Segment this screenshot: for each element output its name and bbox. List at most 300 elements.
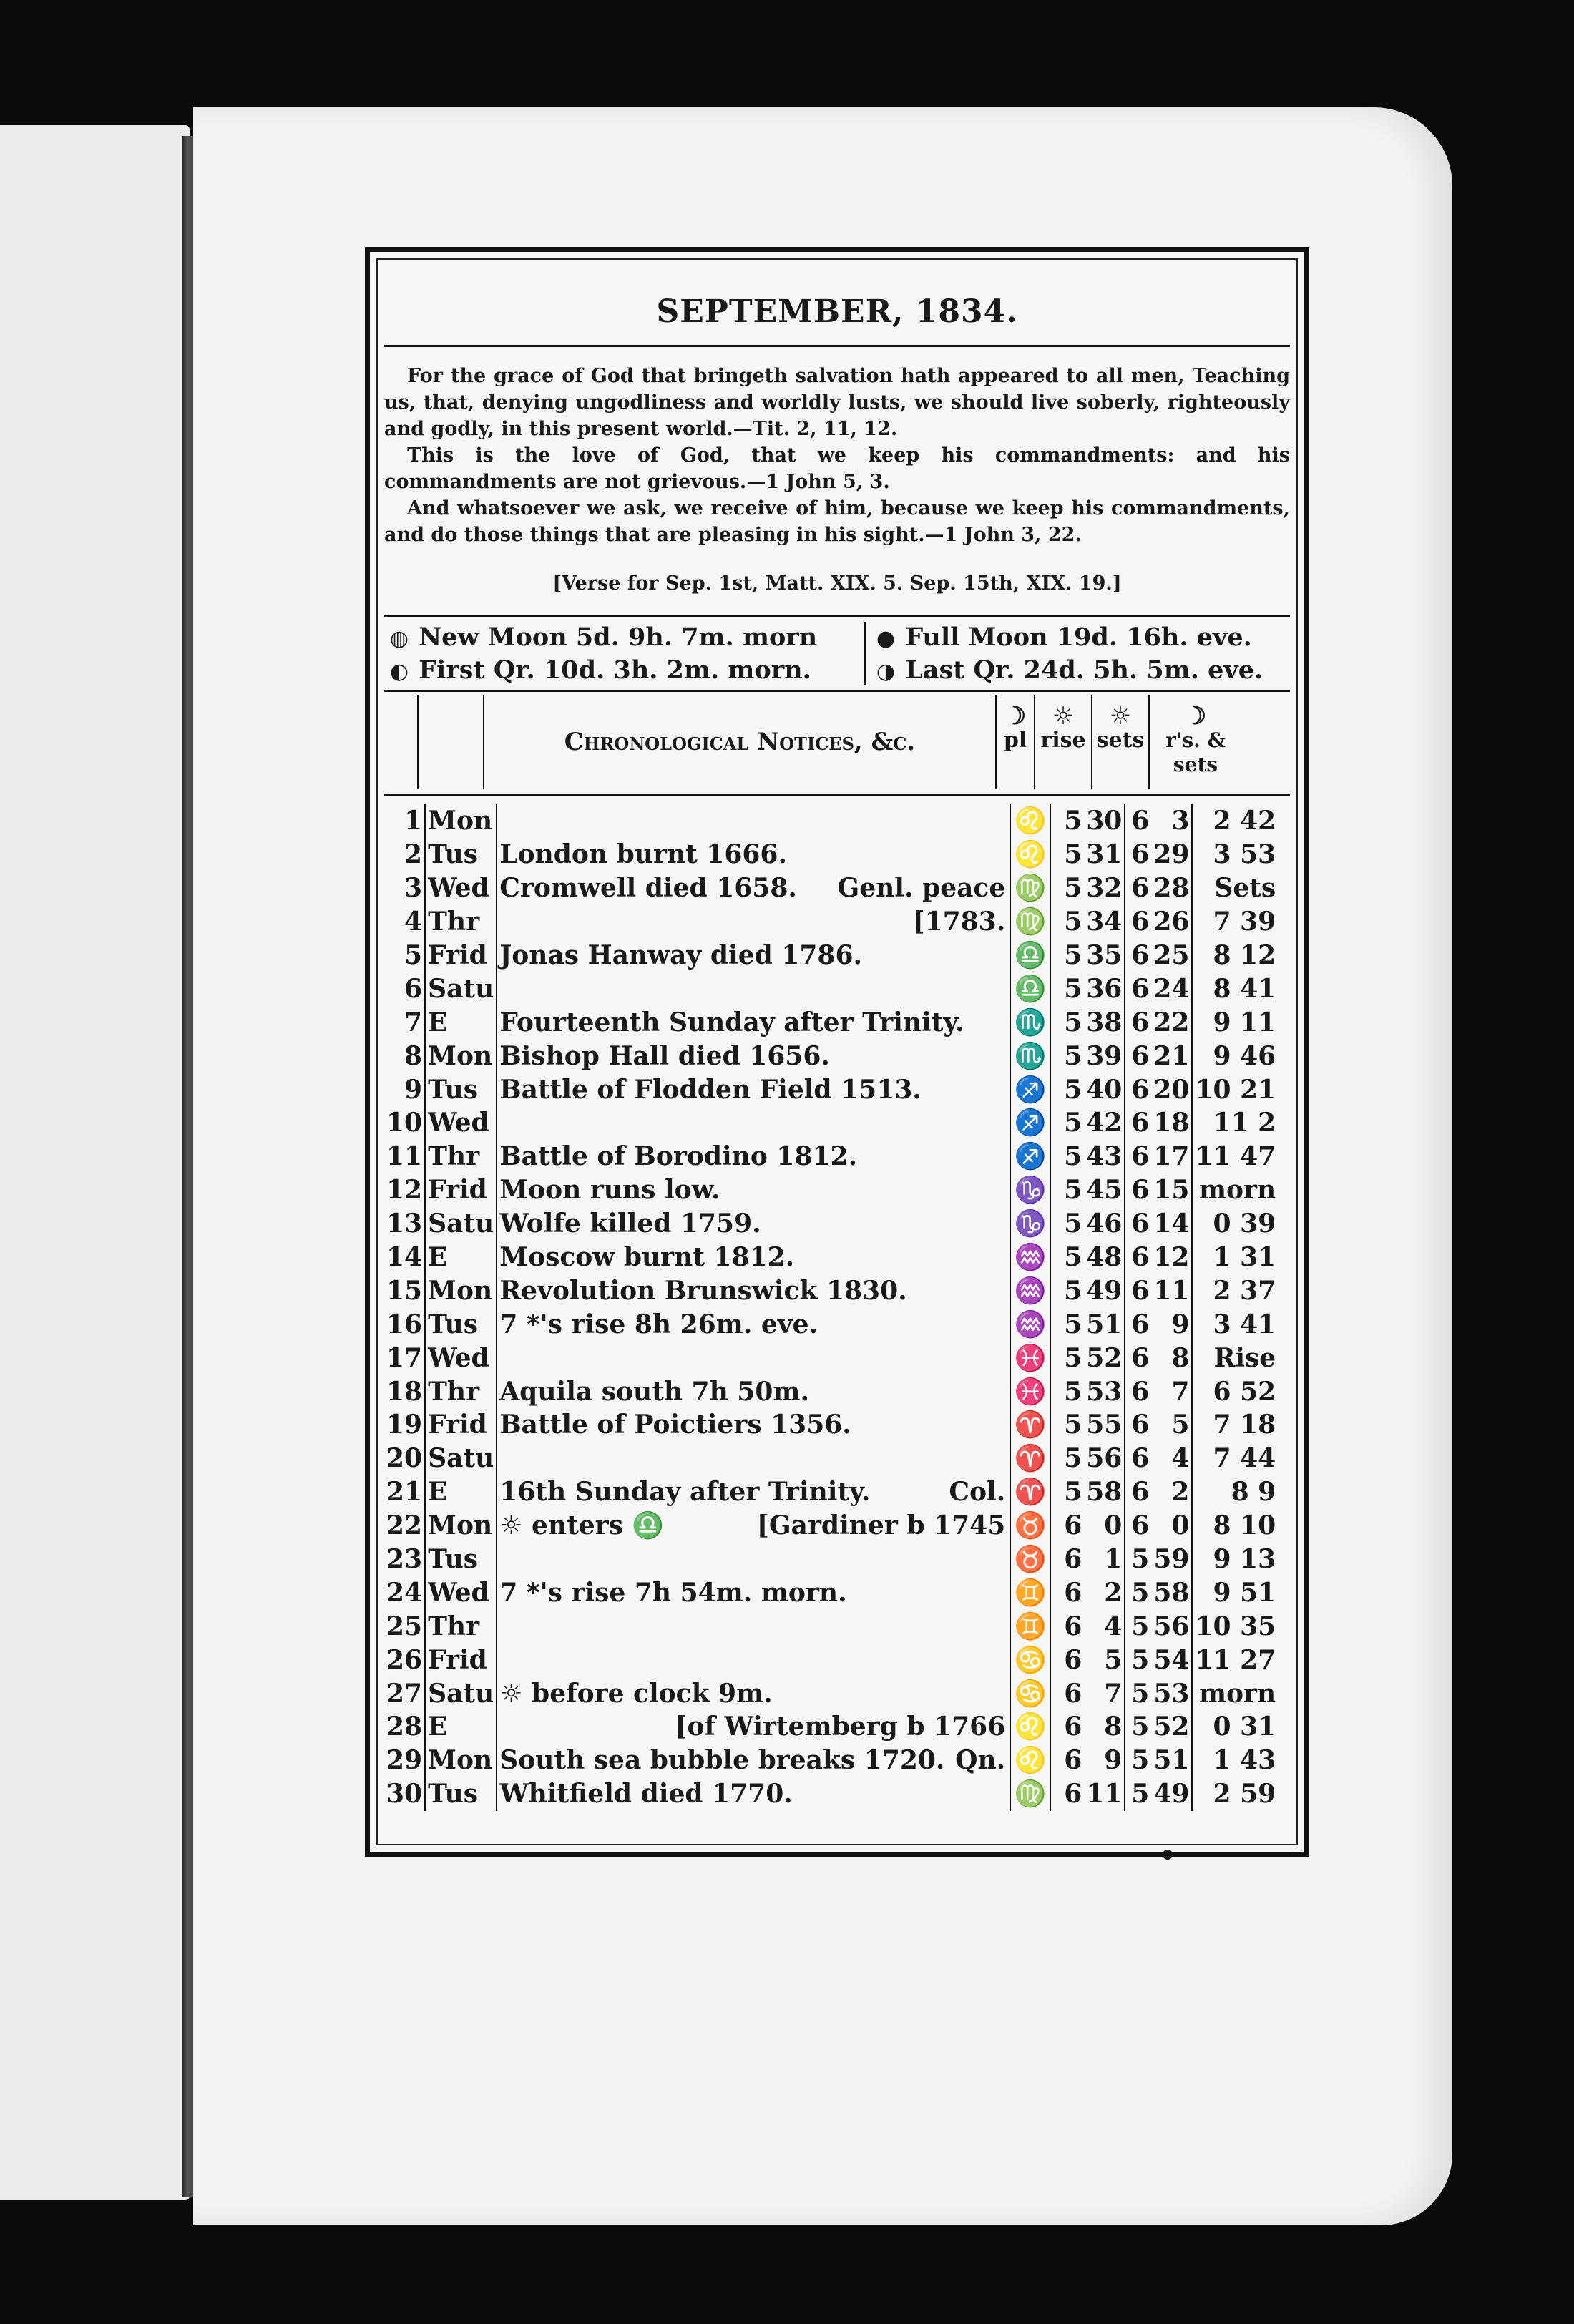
moon-rise-set-text: Rise (1213, 1342, 1276, 1373)
event (497, 1140, 1010, 1173)
weekday-text: E (428, 1477, 448, 1508)
header-day-num (384, 695, 417, 788)
sun-set-hour-text: 6 (1131, 940, 1150, 970)
sun-set-hour-text: 5 (1131, 1779, 1150, 1810)
zodiac-sign (1010, 804, 1050, 838)
weekday (425, 804, 497, 838)
sun-rise-hour-text: 6 (1064, 1678, 1082, 1709)
sun-set-minute-text: 15 (1153, 1175, 1190, 1206)
sun-set-minute-text: 24 (1153, 973, 1190, 1004)
day-number (384, 1307, 425, 1341)
sun-set-minute (1151, 1274, 1192, 1307)
moon-rise-set (1192, 972, 1278, 1005)
sun-set-minute (1151, 838, 1192, 872)
sun-rise-minute-text: 2 (1104, 1577, 1123, 1608)
zodiac-sign (1010, 1173, 1050, 1207)
sun-rise-hour (1050, 1408, 1084, 1442)
weekday-text: Frid (428, 1175, 487, 1206)
sun-rise-minute-text: 39 (1086, 1040, 1123, 1071)
moon-rise-set (1192, 1375, 1278, 1408)
sun-rise-hour-text: 6 (1064, 1611, 1082, 1641)
zodiac-sign-text: ♌ (1014, 806, 1047, 836)
phases-left (388, 622, 817, 688)
weekday-text: Satu (428, 973, 494, 1004)
sun-set-minute-text: 0 (1171, 1510, 1190, 1541)
moon-rise-set (1192, 1609, 1278, 1643)
zodiac-sign (1010, 872, 1050, 905)
moon-rise-set-text: 7 44 (1213, 1443, 1276, 1474)
weekday-text: Wed (428, 1342, 489, 1373)
moon-rise-set (1192, 1643, 1278, 1676)
zodiac-sign-text: ♒ (1014, 1275, 1047, 1306)
sun-rise-hour (1050, 1710, 1084, 1744)
weekday (425, 1442, 497, 1475)
zodiac-sign-text: ♌ (1014, 1745, 1047, 1776)
title-rule (384, 345, 1290, 347)
sun-rise-minute (1084, 972, 1125, 1005)
sun-set-minute-text: 4 (1171, 1443, 1190, 1474)
event (497, 1039, 1010, 1073)
sun-rise-minute (1084, 1073, 1125, 1106)
weekday-text: Tus (428, 839, 479, 870)
day-number-text: 30 (386, 1779, 423, 1810)
sun-rise-hour (1050, 872, 1084, 905)
zodiac-sign (1010, 1005, 1050, 1039)
sun-set-hour (1125, 1475, 1151, 1509)
sun-rise-minute-text: 38 (1086, 1007, 1123, 1038)
sun-rise-minute-text: 53 (1086, 1376, 1123, 1407)
weekday (425, 1509, 497, 1543)
sun-set-minute (1151, 1375, 1192, 1408)
sun-set-minute-text: 59 (1153, 1544, 1190, 1575)
weekday (425, 1643, 497, 1676)
event (497, 1710, 1010, 1744)
event (497, 1509, 1010, 1543)
zodiac-sign (1010, 1140, 1050, 1173)
day-row (384, 1777, 1278, 1811)
day-number (384, 1643, 425, 1676)
sun-rise-minute (1084, 1643, 1125, 1676)
left-page (0, 125, 190, 2200)
moon-rise-set (1192, 1106, 1278, 1140)
zodiac-sign (1010, 1442, 1050, 1475)
sun-set-minute-text: 21 (1153, 1040, 1190, 1071)
event-text: 16th Sunday after Trinity. (499, 1477, 871, 1508)
sun-set-hour-text: 5 (1131, 1712, 1150, 1742)
day-row (384, 1106, 1278, 1140)
event-text: Jonas Hanway died 1786. (499, 940, 863, 970)
day-number (384, 1341, 425, 1375)
header-moon-rs-label: r's. & sets (1165, 728, 1226, 776)
zodiac-sign-text: ♍ (1014, 907, 1047, 937)
moon-rise-set (1192, 1241, 1278, 1274)
sun-rise-minute-text: 56 (1086, 1443, 1123, 1474)
day-row (384, 1408, 1278, 1442)
weekday-text: Wed (428, 1108, 489, 1138)
day-number-text: 1 (404, 806, 423, 836)
zodiac-sign (1010, 1576, 1050, 1609)
sun-set-hour (1125, 838, 1151, 872)
weekday (425, 1140, 497, 1173)
sun-set-minute-text: 14 (1153, 1209, 1190, 1239)
sun-rise-minute-text: 48 (1086, 1242, 1123, 1273)
weekday (425, 1207, 497, 1241)
weekday (425, 1341, 497, 1375)
day-row (384, 1744, 1278, 1777)
zodiac-sign-text: ♓ (1014, 1376, 1047, 1407)
day-number (384, 1543, 425, 1576)
sun-set-hour (1125, 1375, 1151, 1408)
sun-set-hour-text: 5 (1131, 1611, 1150, 1641)
day-row (384, 1509, 1278, 1543)
sun-set-minute-text: 29 (1153, 839, 1190, 870)
day-number (384, 1274, 425, 1307)
day-number (384, 972, 425, 1005)
weekday-text: Wed (428, 873, 489, 904)
day-row (384, 1341, 1278, 1375)
sun-set-hour (1125, 1106, 1151, 1140)
sun-rise-hour-text: 6 (1064, 1544, 1082, 1575)
zodiac-sign (1010, 1241, 1050, 1274)
sun-set-hour-text: 6 (1131, 1510, 1150, 1541)
header-chronological: Chronological Notices, &c. (483, 695, 995, 788)
sun-rise-minute-text: 43 (1086, 1141, 1123, 1172)
day-row (384, 804, 1278, 838)
event-continuation: Col. (949, 1476, 1006, 1507)
sun-set-hour (1125, 905, 1151, 939)
sun-rise-minute (1084, 939, 1125, 972)
sun-rise-hour-text: 5 (1064, 940, 1082, 970)
zodiac-sign (1010, 1710, 1050, 1744)
moon-place-icon: ☽ (1004, 702, 1027, 731)
day-number (384, 1475, 425, 1509)
sun-set-minute-text: 2 (1171, 1477, 1190, 1508)
sun-rise-hour-text: 5 (1064, 1443, 1082, 1474)
day-row (384, 1576, 1278, 1609)
sun-rise-minute (1084, 872, 1125, 905)
sun-rise-minute (1084, 1005, 1125, 1039)
weekday (425, 1073, 497, 1106)
day-number (384, 1039, 425, 1073)
day-row (384, 1710, 1278, 1744)
day-number-text: 11 (386, 1141, 423, 1172)
sun-rise-minute (1084, 905, 1125, 939)
zodiac-sign-text: ♐ (1014, 1074, 1047, 1105)
sun-set-hour (1125, 872, 1151, 905)
sun-set-minute (1151, 1241, 1192, 1274)
sun-set-hour-text: 6 (1131, 1477, 1150, 1508)
zodiac-sign-text: ♉ (1014, 1510, 1047, 1541)
moon-rise-set (1192, 1509, 1278, 1543)
moon-rise-set-text: 9 11 (1213, 1007, 1276, 1038)
sun-rise-hour-text: 5 (1064, 1242, 1082, 1273)
day-number-text: 18 (386, 1376, 423, 1407)
sun-set-minute-text: 18 (1153, 1108, 1190, 1138)
moon-rise-set-text: 3 53 (1213, 839, 1276, 870)
weekday-text: Thr (428, 1141, 480, 1172)
sun-set-hour-text: 6 (1131, 873, 1150, 904)
new-moon-text: New Moon 5d. 9h. 7m. morn (419, 622, 818, 652)
zodiac-sign (1010, 1509, 1050, 1543)
sun-set-minute (1151, 804, 1192, 838)
phase-divider (864, 622, 866, 685)
last-quarter-icon: ◑ (876, 659, 896, 684)
zodiac-sign (1010, 1073, 1050, 1106)
zodiac-sign-text: ♊ (1014, 1611, 1047, 1641)
weekday (425, 1005, 497, 1039)
moon-rise-set (1192, 1676, 1278, 1710)
sun-rise-hour (1050, 905, 1084, 939)
weekday-text: Satu (428, 1209, 494, 1239)
day-number-text: 24 (386, 1577, 423, 1608)
zodiac-sign (1010, 1744, 1050, 1777)
sun-set-hour (1125, 1005, 1151, 1039)
moon-rise-set-text: 2 42 (1213, 806, 1276, 836)
event-text: Whitfield died 1770. (499, 1779, 793, 1810)
day-row (384, 1543, 1278, 1576)
day-row (384, 1643, 1278, 1676)
zodiac-sign-text: ♌ (1014, 839, 1047, 870)
day-row (384, 1475, 1278, 1509)
sun-rise-minute-text: 0 (1104, 1510, 1123, 1541)
sun-set-hour (1125, 1241, 1151, 1274)
event (497, 1576, 1010, 1609)
weekday-text: Tus (428, 1074, 479, 1105)
sun-set-hour (1125, 1408, 1151, 1442)
day-number-text: 15 (386, 1275, 423, 1306)
event (497, 872, 1010, 905)
zodiac-sign-text: ♒ (1014, 1309, 1047, 1339)
zodiac-sign-text: ♍ (1014, 1779, 1047, 1810)
sun-rise-hour (1050, 804, 1084, 838)
event-text: Bishop Hall died 1656. (499, 1040, 830, 1071)
sun-rise-hour-text: 6 (1064, 1745, 1082, 1776)
moon-rise-set-text: 11 47 (1195, 1141, 1276, 1172)
sun-set-minute (1151, 1643, 1192, 1676)
weekday (425, 838, 497, 872)
moon-rise-set (1192, 1475, 1278, 1509)
sun-set-minute (1151, 1408, 1192, 1442)
sun-rise-hour-text: 5 (1064, 1309, 1082, 1339)
sun-rise-hour (1050, 1576, 1084, 1609)
moon-rise-set (1192, 939, 1278, 972)
day-row (384, 972, 1278, 1005)
event (497, 1005, 1010, 1039)
moon-rise-set-text: 7 39 (1213, 907, 1276, 937)
sun-set-hour-text: 6 (1131, 1275, 1150, 1306)
moon-rise-set (1192, 1442, 1278, 1475)
sun-rise-minute (1084, 1576, 1125, 1609)
sun-rise-hour-text: 5 (1064, 1141, 1082, 1172)
sun-rise-hour-text: 5 (1064, 1175, 1082, 1206)
event (497, 972, 1010, 1005)
sun-rise-hour-text: 5 (1064, 1477, 1082, 1508)
sun-rise-minute (1084, 1341, 1125, 1375)
sun-set-hour-text: 6 (1131, 1209, 1150, 1239)
sun-set-hour-text: 6 (1131, 1443, 1150, 1474)
sun-set-hour-text: 6 (1131, 1242, 1150, 1273)
weekday (425, 1744, 497, 1777)
event-text: ☼ enters ♎ (499, 1510, 665, 1541)
moon-rise-set (1192, 1073, 1278, 1106)
event-text: Moon runs low. (499, 1175, 720, 1206)
weekday-text: Mon (428, 1510, 493, 1541)
moon-phases (384, 622, 1290, 685)
sun-rise-hour-text: 6 (1064, 1779, 1082, 1810)
zodiac-sign (1010, 1475, 1050, 1509)
sun-rise-minute-text: 1 (1104, 1544, 1123, 1575)
zodiac-sign-text: ♋ (1014, 1678, 1047, 1709)
sun-set-minute (1151, 1039, 1192, 1073)
sun-rise-hour-text: 5 (1064, 1342, 1082, 1373)
zodiac-sign (1010, 1341, 1050, 1375)
sun-rise-hour (1050, 1744, 1084, 1777)
day-number-text: 12 (386, 1175, 423, 1206)
sun-set-minute (1151, 1307, 1192, 1341)
event (497, 1609, 1010, 1643)
zodiac-sign (1010, 972, 1050, 1005)
sun-set-minute (1151, 1509, 1192, 1543)
sun-set-minute (1151, 1140, 1192, 1173)
zodiac-sign-text: ♌ (1014, 1712, 1047, 1742)
weekday (425, 1543, 497, 1576)
sun-rise-hour (1050, 1073, 1084, 1106)
sun-rise-minute (1084, 1442, 1125, 1475)
header-weekday (417, 695, 483, 788)
zodiac-sign-text: ♒ (1014, 1242, 1047, 1273)
day-number (384, 838, 425, 872)
sun-set-hour-text: 6 (1131, 973, 1150, 1004)
sun-set-minute (1151, 1777, 1192, 1811)
event-continuation: [1783. (912, 906, 1006, 937)
day-number-text: 17 (386, 1342, 423, 1373)
day-number-text: 7 (404, 1007, 423, 1038)
sun-set-minute-text: 9 (1171, 1309, 1190, 1339)
sun-set-minute-text: 8 (1171, 1342, 1190, 1373)
sun-set-minute-text: 54 (1153, 1644, 1190, 1675)
sun-rise-minute-text: 4 (1104, 1611, 1123, 1641)
sun-set-minute (1151, 1005, 1192, 1039)
sun-rise-hour (1050, 1241, 1084, 1274)
zodiac-sign-text: ♈ (1014, 1443, 1047, 1474)
moon-rise-set-text: 11 27 (1195, 1644, 1276, 1675)
event-text: London burnt 1666. (499, 839, 788, 870)
table-header (384, 695, 1290, 788)
event (497, 1073, 1010, 1106)
event (497, 1643, 1010, 1676)
sun-set-minute-text: 25 (1153, 940, 1190, 970)
zodiac-sign (1010, 1307, 1050, 1341)
sun-set-minute (1151, 1173, 1192, 1207)
moon-rise-set (1192, 1576, 1278, 1609)
moon-rise-set (1192, 1207, 1278, 1241)
weekday (425, 1106, 497, 1140)
last-quarter-text: Last Qr. 24d. 5h. 5m. eve. (905, 655, 1263, 685)
sun-rise-minute (1084, 1609, 1125, 1643)
event-text: Revolution Brunswick 1830. (499, 1275, 907, 1306)
sun-set-minute-text: 49 (1153, 1779, 1190, 1810)
sun-set-hour (1125, 1341, 1151, 1375)
zodiac-sign (1010, 1375, 1050, 1408)
weekday-text: Frid (428, 940, 487, 970)
sun-rise-minute (1084, 1408, 1125, 1442)
moon-rise-set-text: 8 10 (1213, 1510, 1276, 1541)
header-bottom-rule (384, 794, 1290, 796)
day-number (384, 1408, 425, 1442)
sun-rise-hour-text: 6 (1064, 1712, 1082, 1742)
sun-rise-minute (1084, 1307, 1125, 1341)
event-text: Cromwell died 1658. (499, 873, 797, 904)
sun-set-minute-text: 56 (1153, 1611, 1190, 1641)
event-text: South sea bubble breaks 1720. (499, 1745, 945, 1776)
sun-set-minute (1151, 1341, 1192, 1375)
moon-rise-sets-icon: ☽ (1184, 702, 1207, 731)
event-text: Battle of Borodino 1812. (499, 1141, 858, 1172)
moon-rise-set-text: 7 18 (1213, 1410, 1276, 1440)
sun-set-minute-text: 28 (1153, 873, 1190, 904)
day-number-text: 14 (386, 1242, 423, 1273)
moon-rise-set-text: 11 2 (1213, 1108, 1276, 1138)
day-row (384, 1375, 1278, 1408)
day-number-text: 16 (386, 1309, 423, 1339)
zodiac-sign (1010, 1643, 1050, 1676)
sun-rise-hour-text: 5 (1064, 1376, 1082, 1407)
verse-2: This is the love of God, that we keep his commandments: and his commandments are not grievous.—1 John 5, 3. (384, 444, 1290, 493)
day-row (384, 1676, 1278, 1710)
day-row (384, 838, 1278, 872)
sun-set-hour-text: 6 (1131, 806, 1150, 836)
header-moon-place-label: pl (1003, 728, 1027, 753)
sun-set-minute (1151, 1710, 1192, 1744)
full-moon-text: Full Moon 19d. 16h. eve. (905, 622, 1252, 652)
sun-rise-hour (1050, 1307, 1084, 1341)
moon-rise-set (1192, 1408, 1278, 1442)
zodiac-sign (1010, 1676, 1050, 1710)
day-number-text: 5 (404, 940, 423, 970)
day-number-text: 27 (386, 1678, 423, 1709)
sun-set-hour-text: 6 (1131, 1410, 1150, 1440)
sun-rise-hour (1050, 1543, 1084, 1576)
first-quarter-icon: ◐ (389, 659, 409, 684)
weekday-text: E (428, 1007, 448, 1038)
event-text: Battle of Poictiers 1356. (499, 1410, 851, 1440)
sun-set-hour (1125, 1643, 1151, 1676)
sun-rise-minute-text: 7 (1104, 1678, 1123, 1709)
moon-rise-set-text: 0 31 (1213, 1712, 1276, 1742)
day-row (384, 1274, 1278, 1307)
sun-rise-hour-text: 5 (1064, 1410, 1082, 1440)
weekday-text: Mon (428, 806, 493, 836)
weekday-text: Thr (428, 1376, 480, 1407)
sun-set-minute-text: 5 (1171, 1410, 1190, 1440)
moon-rise-set (1192, 1173, 1278, 1207)
day-number (384, 1005, 425, 1039)
header-sun-rise (1034, 695, 1091, 788)
zodiac-sign (1010, 905, 1050, 939)
zodiac-sign (1010, 1106, 1050, 1140)
sun-rise-hour (1050, 1609, 1084, 1643)
sun-set-hour (1125, 1073, 1151, 1106)
day-number (384, 1073, 425, 1106)
event (497, 1375, 1010, 1408)
sun-rise-hour (1050, 1274, 1084, 1307)
sun-set-hour (1125, 804, 1151, 838)
sun-rise-minute (1084, 1509, 1125, 1543)
sun-set-minute (1151, 1576, 1192, 1609)
day-number-text: 19 (386, 1410, 423, 1440)
sun-set-minute (1151, 1073, 1192, 1106)
day-number (384, 1173, 425, 1207)
